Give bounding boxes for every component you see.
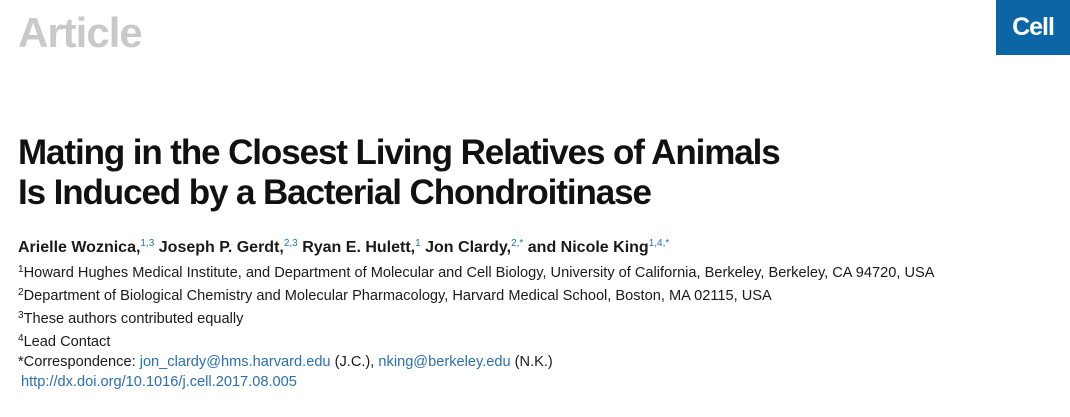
author-name[interactable]: Joseph P. Gerdt, <box>158 239 284 256</box>
affiliation-text: Lead Contact <box>23 334 111 350</box>
affiliations <box>18 260 943 392</box>
doi-line <box>18 372 943 392</box>
affiliation-text: Howard Hughes Medical Institute, and Department of Molecular and Cell Biology, University of California, Berkeley, Berkeley, CA 94720, USA <box>23 265 935 281</box>
affiliation-item <box>18 329 943 352</box>
author-list <box>18 238 669 257</box>
section-label: Article <box>18 9 142 56</box>
author-affiliation-marker[interactable]: 1,3 <box>140 238 155 249</box>
correspondence-note: (J.C.), <box>334 354 375 370</box>
journal-logo-text: Cell <box>1012 13 1054 41</box>
author-name[interactable]: Arielle Woznica, <box>18 239 141 256</box>
correspondence-label: *Correspondence: <box>18 354 136 370</box>
affiliation-item <box>18 306 943 329</box>
email-link-king[interactable]: nking@berkeley.edu <box>378 354 511 370</box>
author-affiliation-marker[interactable]: 2,3 <box>283 238 298 249</box>
affiliation-number: 1 <box>18 264 24 275</box>
author-affiliation-marker[interactable]: 1 <box>415 238 421 249</box>
journal-logo[interactable] <box>996 0 1070 55</box>
author-affiliation-marker[interactable]: 1,4,* <box>648 238 670 249</box>
affiliation-item <box>18 260 943 283</box>
author-name[interactable]: Jon Clardy, <box>425 239 512 256</box>
author-affiliation-marker[interactable]: 2,* <box>511 238 524 249</box>
affiliation-number: 2 <box>18 287 24 298</box>
correspondence-note: (N.K.) <box>514 354 553 370</box>
affiliation-text: Department of Biological Chemistry and Molecular Pharmacology, Harvard Medical School, Boston, MA 02115, USA <box>23 288 772 304</box>
title-line-1: Mating in the Closest Living Relatives of Animals <box>18 133 780 172</box>
doi-link[interactable]: http://dx.doi.org/10.1016/j.cell.2017.08.005 <box>21 374 297 390</box>
author-conjunction: and <box>527 239 557 256</box>
affiliation-item <box>18 283 943 306</box>
email-link-clardy[interactable]: jon_clardy@hms.harvard.edu <box>139 354 331 370</box>
article-title <box>18 133 780 213</box>
correspondence <box>18 352 943 372</box>
author-name[interactable]: Ryan E. Hulett, <box>302 239 416 256</box>
affiliation-number: 3 <box>18 310 24 321</box>
title-line-2: Is Induced by a Bacterial Chondroitinase <box>18 173 651 212</box>
affiliation-text: These authors contributed equally <box>23 311 244 327</box>
author-name[interactable]: Nicole King <box>560 239 649 256</box>
affiliation-number: 4 <box>18 333 24 344</box>
